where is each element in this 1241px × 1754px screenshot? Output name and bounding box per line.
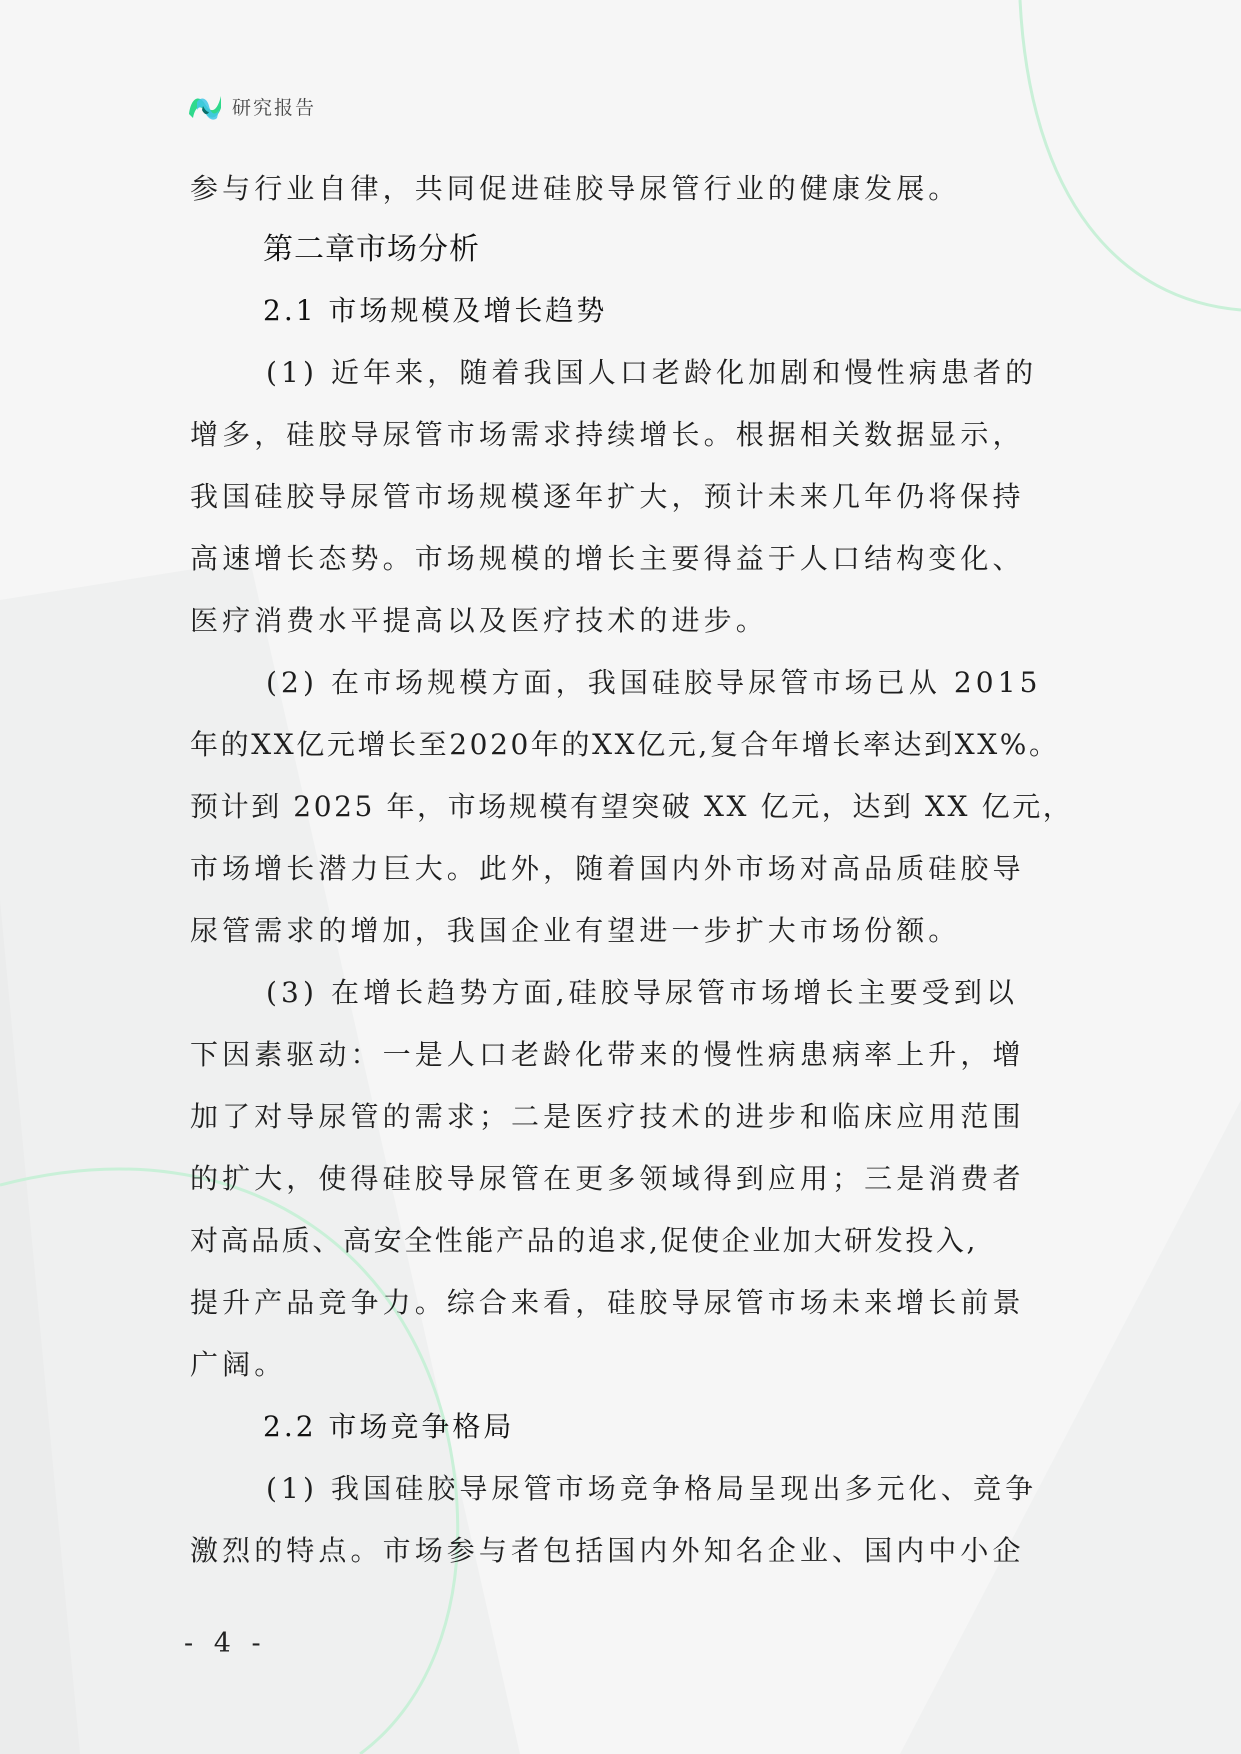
report-header: [187, 86, 316, 126]
chapter-title: 第二章市场分析: [263, 232, 480, 267]
paragraph-line: 我国硅胶导尿管市场规模逐年扩大，预计未来几年仍将保持: [190, 480, 1025, 513]
paragraph-line: 高速增长态势。市场规模的增长主要得益于人口结构变化、: [190, 542, 1025, 575]
paragraph-line: (2) 在市场规模方面，我国硅胶导尿管市场已从 2015: [266, 666, 1042, 699]
paragraph-line: (1) 我国硅胶导尿管市场竞争格局呈现出多元化、竞争: [266, 1472, 1038, 1505]
paragraph-line: 增多，硅胶导尿管市场需求持续增长。根据相关数据显示，: [190, 418, 1025, 451]
paragraph-line: 市场增长潜力巨大。此外，随着国内外市场对高品质硅胶导: [190, 852, 1025, 885]
paragraph-line: (1) 近年来，随着我国人口老龄化加剧和慢性病患者的: [266, 356, 1038, 389]
section-heading-2-1: 2.1 市场规模及增长趋势: [263, 294, 608, 327]
paragraph-line: (3) 在增长趋势方面,硅胶导尿管市场增长主要受到以: [266, 976, 1019, 1009]
header-title: 研究报告: [232, 96, 317, 119]
paragraph-line: 年的XX亿元增长至2020年的XX亿元,复合年增长率达到XX%。: [190, 728, 1060, 761]
section-heading-2-2: 2.2 市场竞争格局: [263, 1410, 515, 1443]
document-body: [190, 158, 1080, 1582]
paragraph-line: 广阔。: [190, 1348, 287, 1381]
page-number: - 4 -: [184, 1628, 267, 1659]
paragraph-line: 预计到 2025 年，市场规模有望突破 XX 亿元，达到 XX 亿元，: [190, 790, 1074, 823]
paragraph-line: 加了对导尿管的需求；二是医疗技术的进步和临床应用范围: [190, 1100, 1025, 1133]
paragraph-line: 提升产品竞争力。综合来看，硅胶导尿管市场未来增长前景: [190, 1286, 1025, 1319]
paragraph-line: 参与行业自律，共同促进硅胶导尿管行业的健康发展。: [190, 172, 961, 205]
paragraph-line: 下因素驱动：一是人口老龄化带来的慢性病患病率上升，增: [190, 1038, 1025, 1071]
paragraph-line: 医疗消费水平提高以及医疗技术的进步。: [190, 604, 768, 637]
paragraph-line: 对高品质、高安全性能产品的追求,促使企业加大研发投入,: [190, 1224, 979, 1257]
paragraph-line: 激烈的特点。市场参与者包括国内外知名企业、国内中小企: [190, 1534, 1025, 1567]
paragraph-line: 尿管需求的增加，我国企业有望进一步扩大市场份额。: [190, 914, 961, 947]
paragraph-line: 的扩大，使得硅胶导尿管在更多领域得到应用；三是消费者: [190, 1162, 1025, 1195]
brand-logo-icon: [187, 90, 223, 122]
